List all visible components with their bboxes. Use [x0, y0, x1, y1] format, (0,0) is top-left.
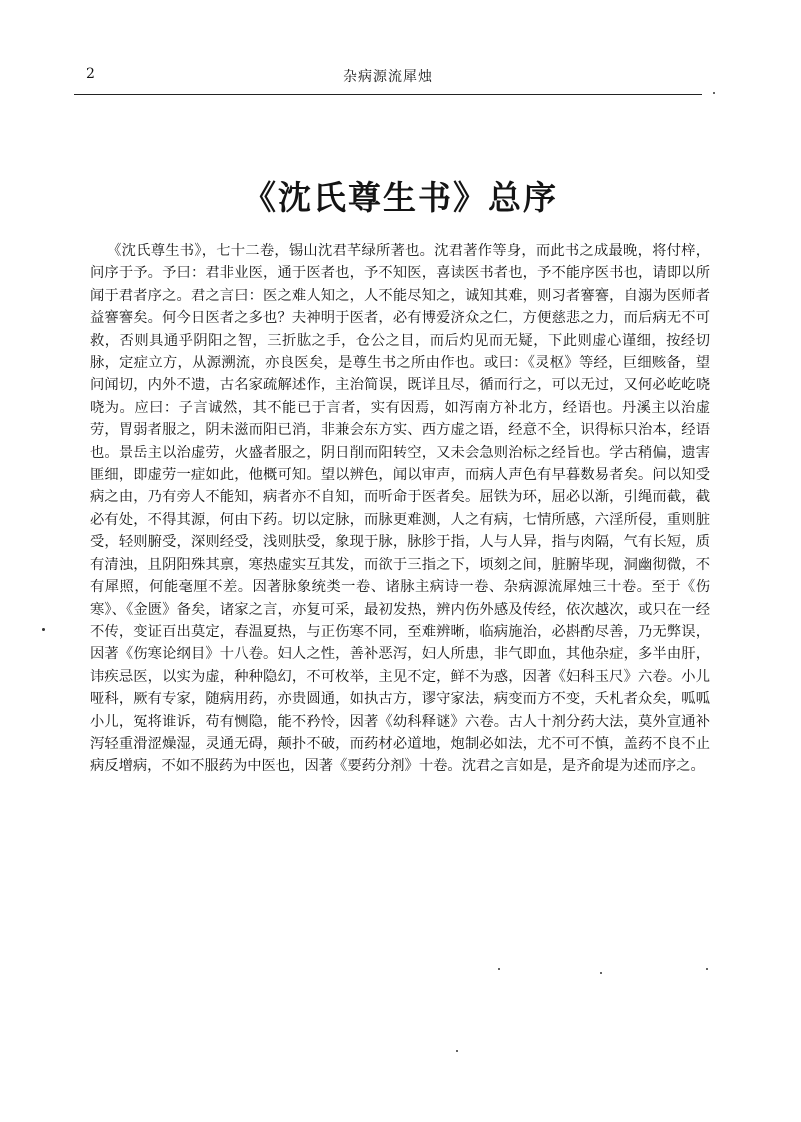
preface-body — [90, 240, 710, 778]
scan-speck — [42, 628, 45, 631]
scan-speck — [706, 968, 708, 970]
running-title: 杂病源流犀烛 — [343, 69, 433, 85]
scan-speck — [600, 972, 602, 974]
page-number: 2 — [86, 66, 95, 82]
page-header — [74, 58, 702, 95]
scan-speck — [456, 1050, 458, 1052]
scan-speck — [498, 968, 500, 970]
document-title: 《沈氏尊生书》总序 — [243, 178, 558, 218]
scan-speck — [713, 92, 715, 94]
preface-paragraph: 《沈氏尊生书》，七十二卷，锡山沈君芊绿所著也。沈君著作等身，而此书之成最晚，将付梓，问序于予。予曰：君非业医，通于医者也，予不知医，喜读医书者也，予不能序医书也，请即以所闻于君者序之。君之言曰：医之难人知之，人不能尽知之，诚知其难，则习者謇謇，自溺为医师者益謇謇矣。何今日医者之多也？夫神明于医者，必有博爱济众之仁，方便慈悲之力，而后病无不可救，否则具通乎阴阳之智，三折肱之手，仓公之目，而后灼见而无疑，下此则虚心谨细，按经切脉，定症立方，从源溯流，亦良医矣，是尊生书之所由作也。或曰：《灵枢》等经，巨细赅备，望问闻切，内外不遗，古名家疏解述作，主治简误，既详且尽，循而行之，可以无过，又何必屹屹哓哓为。应曰：子言诚然，其不能已于言者，实有因焉，如泻南方补北方，经语也。丹溪主以治虚劳，胃弱者服之，阴未滋而阳已消，非兼会东方实、西方虚之语，经意不全，识得标只治本，经语也。景岳主以治虚劳，火盛者服之，阴日削而阳转空，又未会急则治标之经旨也。学古稍偏，遗害匪细，即虚劳一症如此，他概可知。望以辨色，闻以审声，而病人声色有早暮数易者矣。问以知受病之由，乃有旁人不能知，病者亦不自知，而听命于医者矣。屈铁为环，屈必以渐，引绳而截，截必有处，不得其源，何由下药。切以定脉，而脉更难测，人之有病，七情所感，六淫所侵，重则脏受，轻则腑受，深则经受，浅则肤受，象现于脉，脉胗于指，人与人异，指与肉隔，气有长短，质有清浊，且阴阳殊其禀，寒热虚实互其发，而欲于三指之下，顷刻之间，脏腑毕现，洞幽彻微，不有犀照，何能毫厘不差。因著脉象统类一卷、诸脉主病诗一卷、杂病源流犀烛三十卷。至于《伤寒》、《金匮》备矣，诸家之言，亦复可采，最初发热，辨内伤外感及传经，依次越次，或只在一经不传，变证百出莫定，春温夏热，与正伤寒不同，至难辨晰，临病施治，必斟酌尽善，乃无弊误，因著《伤寒论纲目》十八卷。妇人之性，善补恶泻，妇人所患，非气即血，其他杂症，多半由肝，讳疾忌医，以实为虚，种种隐幻，不可枚举，主见不定，鲜不为惑，因著《妇科玉尺》六卷。小儿哑科，厥有专家，随病用药，亦贵圆通，如执古方，谬守家法，病变而方不变，夭札者众矣，呱呱小儿，冤将谁诉，苟有恻隐，能不矜怜，因著《幼科释谜》六卷。古人十剂分药大法，莫外宣通补泻轻重滑涩燥湿，灵通无碍，颠扑不破，而药材必道地，炮制必如法，尤不可不慎，盖药不良不止病反增病，不如不服药为中医也，因著《要药分剂》十卷。沈君之言如是，是齐俞堤为述而序之。 — [90, 243, 710, 775]
